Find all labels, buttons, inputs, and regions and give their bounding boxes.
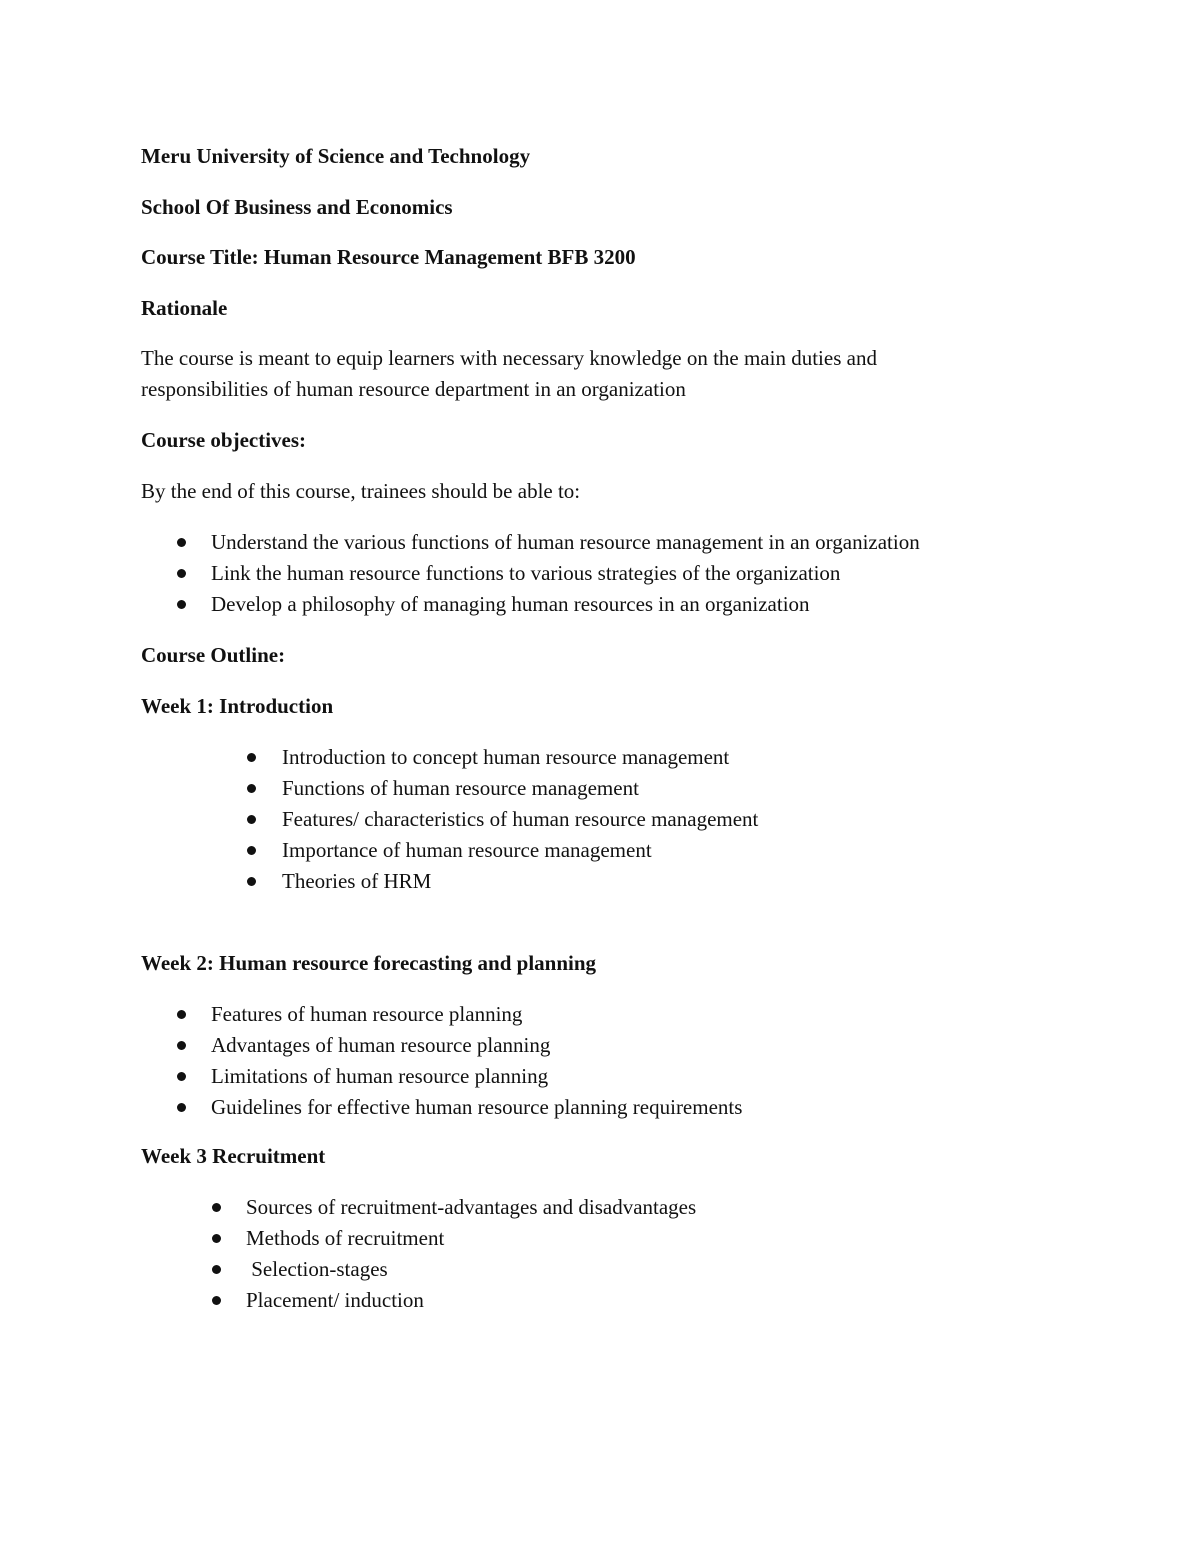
bullet-icon (247, 753, 256, 762)
list-item: Functions of human resource management (282, 776, 639, 800)
bullet-icon (177, 569, 186, 578)
week-3-title: Week 3 Recruitment (141, 1144, 326, 1168)
school-heading: School Of Business and Economics (141, 195, 453, 219)
bullet-icon (212, 1296, 221, 1305)
bullet-icon (247, 877, 256, 886)
rationale-text-line-2: responsibilities of human resource department in an organization (141, 377, 686, 401)
bullet-icon (177, 1010, 186, 1019)
bullet-icon (177, 1072, 186, 1081)
list-item: Develop a philosophy of managing human resources in an organization (211, 592, 810, 616)
week-2-title: Week 2: Human resource forecasting and planning (141, 951, 597, 975)
bullet-icon (212, 1234, 221, 1243)
list-item: Features of human resource planning (211, 1002, 523, 1026)
list-item: Introduction to concept human resource management (282, 745, 730, 769)
list-item: Features/ characteristics of human resource management (282, 807, 759, 831)
list-item: Sources of recruitment-advantages and disadvantages (246, 1195, 697, 1219)
bullet-icon (212, 1265, 221, 1274)
list-item: Advantages of human resource planning (211, 1033, 551, 1057)
university-heading: Meru University of Science and Technology (141, 144, 531, 168)
bullet-icon (212, 1203, 221, 1212)
list-item: Understand the various functions of human resource management in an organization (211, 530, 920, 554)
outline-heading: Course Outline: (141, 643, 286, 667)
list-item: Link the human resource functions to various strategies of the organization (211, 561, 841, 585)
bullet-icon (177, 538, 186, 547)
list-item: Limitations of human resource planning (211, 1064, 549, 1088)
bullet-icon (247, 846, 256, 855)
week-1-title: Week 1: Introduction (141, 694, 334, 718)
course-title: Course Title: Human Resource Management BFB 3200 (141, 245, 636, 269)
list-item: Selection-stages (246, 1257, 388, 1281)
bullet-icon (177, 600, 186, 609)
list-item: Placement/ induction (246, 1288, 424, 1312)
list-item: Theories of HRM (282, 869, 432, 893)
list-item: Importance of human resource management (282, 838, 652, 862)
bullet-icon (247, 784, 256, 793)
objectives-intro: By the end of this course, trainees should be able to: (141, 479, 581, 503)
bullet-icon (177, 1103, 186, 1112)
objectives-heading: Course objectives: (141, 428, 307, 452)
bullet-icon (177, 1041, 186, 1050)
rationale-heading: Rationale (141, 296, 228, 320)
list-item: Guidelines for effective human resource planning requirements (211, 1095, 743, 1119)
bullet-icon (247, 815, 256, 824)
list-item: Methods of recruitment (246, 1226, 445, 1250)
rationale-text-line-1: The course is meant to equip learners with necessary knowledge on the main duties and (141, 346, 877, 370)
